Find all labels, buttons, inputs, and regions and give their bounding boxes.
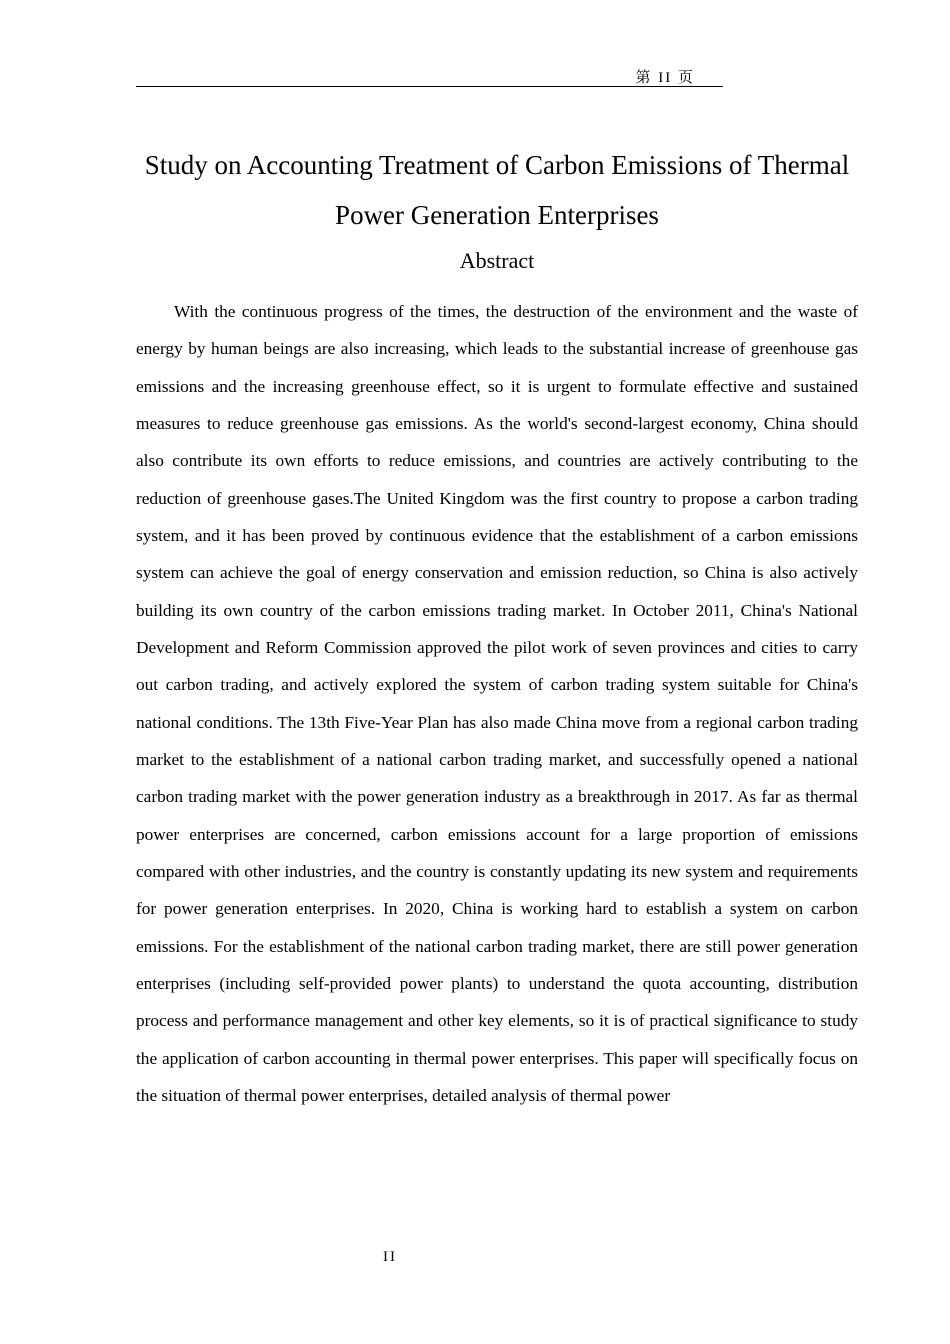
abstract-body: With the continuous progress of the times, the destruction of the environment and the waste of energy by human beings are also increasing, which leads to the substantial increase of greenhouse gas emissions and the increasing greenhouse effect, so it is urgent to formulate effective and sustained measures to reduce greenhouse gas emissions. As the world's second-largest economy, China should also contribute its own efforts to reduce emissions, and countries are actively contributing to the reduction of greenhouse gases.The United Kingdom was the first country to propose a carbon trading system, and it has been proved by continuous evidence that the establishment of a carbon emissions system can achieve the goal of energy conservation and emission reduction, so China is also actively building its own country of the carbon emissions trading market. In October 2011, China's National Development and Reform Commission approved the pilot work of seven provinces and cities to carry out carbon trading, and actively explored the system of carbon trading system suitable for China's national conditions. The 13th Five-Year Plan has also made China move from a regional carbon trading market to the establishment of a national carbon trading market, and successfully opened a national carbon trading market with the power generation industry as a breakthrough in 2017. As far as thermal power enterprises are concerned, carbon emissions account for a large proportion of emissions compared with other industries, and the country is constantly updating its new system and requirements for power generation enterprises. In 2020, China is working hard to establish a system on carbon emissions. For the establishment of the national carbon trading market, there are still power generation enterprises (including self-provided power plants) to understand the quota accounting, distribution process and performance management and other key elements, so it is of practical significance to study the application of carbon accounting in thermal power enterprises. This paper will specifically focus on the situation of thermal power enterprises, detailed analysis of thermal power xyxy=(136,302,858,1105)
page-header xyxy=(136,70,723,87)
abstract-heading: Abstract xyxy=(459,248,535,273)
document-title: Study on Accounting Treatment of Carbon Emissions of Thermal Power Generation Enterprises xyxy=(144,150,850,230)
page-number: II xyxy=(383,1249,397,1265)
header-page-label: 第 II 页 xyxy=(635,70,695,86)
